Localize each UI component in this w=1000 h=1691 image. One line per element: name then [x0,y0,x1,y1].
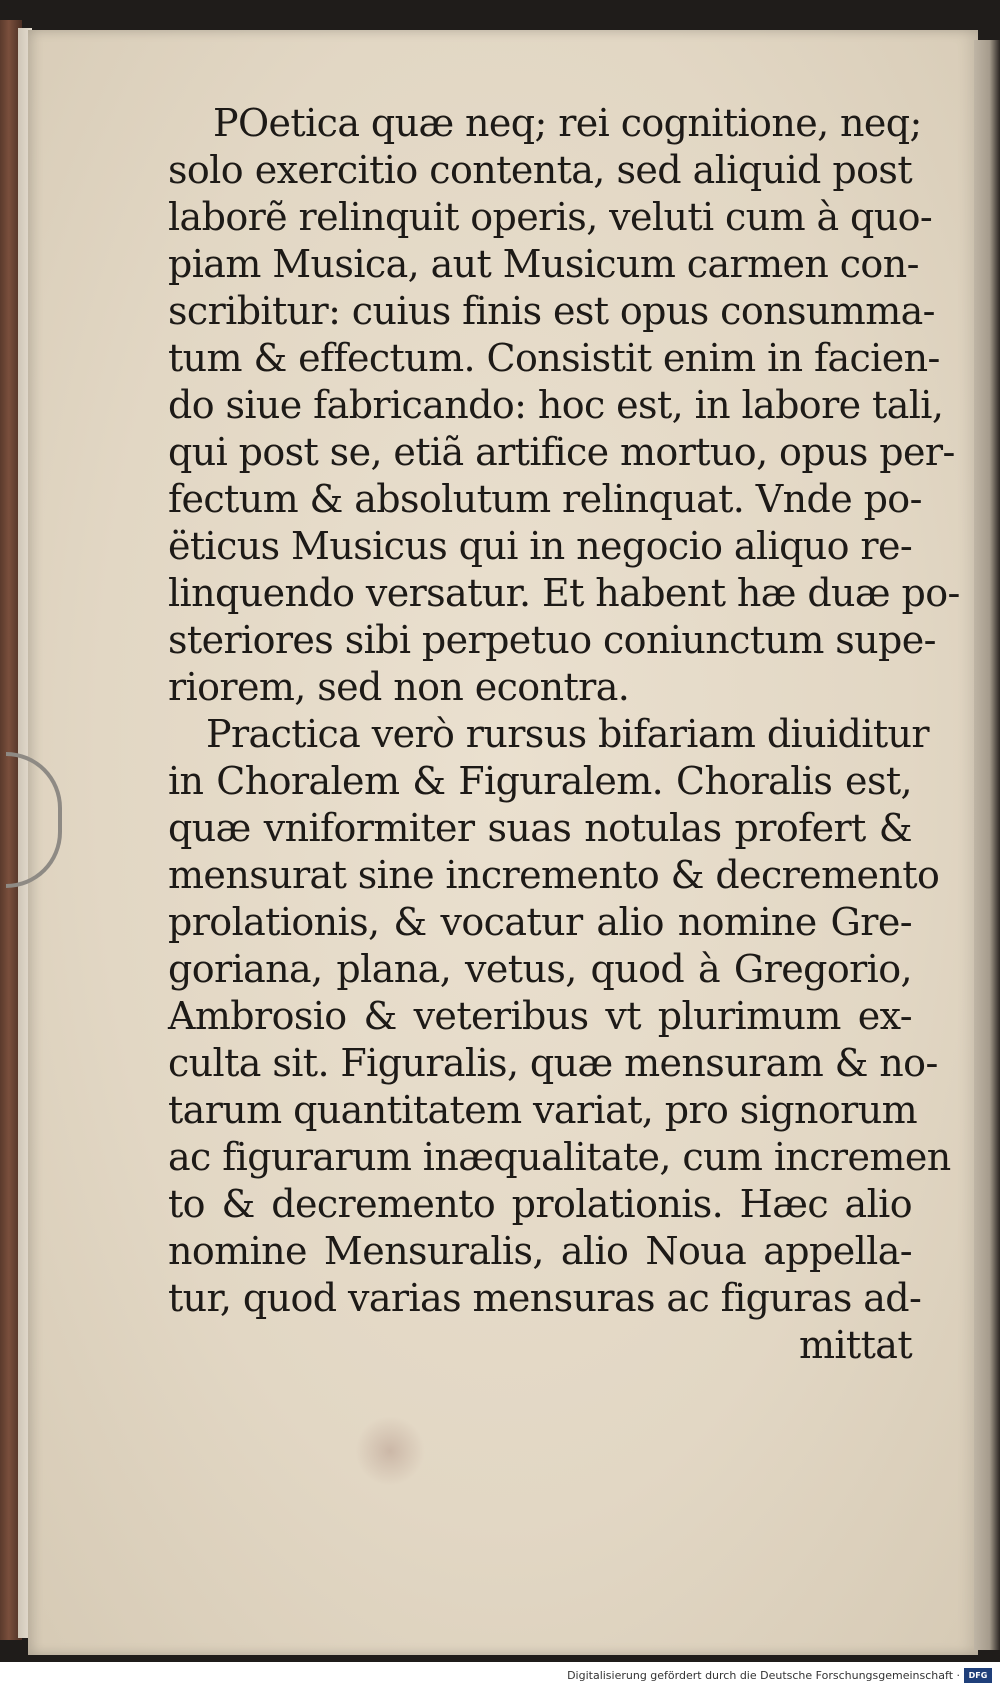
text-line: ac figurarum inæqualitate, cum incremen [168,1135,951,1179]
text-line: goriana, plana, vetus, quod à Gregorio, [168,947,912,991]
footer-bar [0,1662,1000,1691]
paper-stain [355,1416,425,1486]
text-line: linquendo versatur. Et habent hæ duæ po- [168,571,960,615]
text-line: tur, quod varias mensuras ac figuras ad- [168,1276,922,1320]
text-line: steriores sibi perpetuo coniunctum supe- [168,618,936,662]
text-line: do siue fabricando: hoc est, in labore tali, [168,383,944,427]
text-line: Ambrosio & veteribus vt plurimum ex- [168,994,912,1038]
text-line: riorem, sed non econtra. [168,665,630,709]
text-line: POetica quæ neq; rei cognitione, neq; [213,101,922,145]
text-line: piam Musica, aut Musicum carmen con- [168,242,919,286]
text-line: fectum & absolutum relinquat. Vnde po- [168,477,922,521]
text-line: to & decremento prolationis. Hæc alio [168,1182,912,1226]
text-line: quæ vniformiter suas notulas profert & [168,806,912,850]
text-line: prolationis, & vocatur alio nomine Gre- [168,900,912,944]
catchword: mittat [798,1323,912,1367]
text-line: laborẽ relinquit operis, veluti cum à quo- [168,195,933,239]
text-line: tarum quantitatem variat, pro signorum [168,1088,918,1132]
text-line: mensurat sine incremento & decremento [168,853,940,897]
text-line: culta sit. Figuralis, quæ mensuram & no- [168,1041,938,1085]
text-line: tum & effectum. Consistit enim in facien- [168,336,940,380]
text-line: solo exercitio contenta, sed aliquid post [168,148,912,192]
dfg-logo: DFG [964,1668,992,1683]
text-line: ëticus Musicus qui in negocio aliquo re- [168,524,913,568]
text-line: Practica verò rursus bifariam diuiditur [206,712,929,756]
text-line: scribitur: cuius finis est opus consumma- [168,289,935,333]
text-line: in Choralem & Figuralem. Choralis est, [168,759,912,803]
funding-credit: Digitalisierung gefördert durch die Deutsche Forschungsgemeinschaft · [567,1669,960,1682]
text-line: qui post se, etiã artifice mortuo, opus per- [168,430,955,474]
text-line: nomine Mensuralis, alio Noua appella- [168,1229,912,1273]
page-text [168,100,960,1369]
page-right-edge [974,40,1000,1650]
